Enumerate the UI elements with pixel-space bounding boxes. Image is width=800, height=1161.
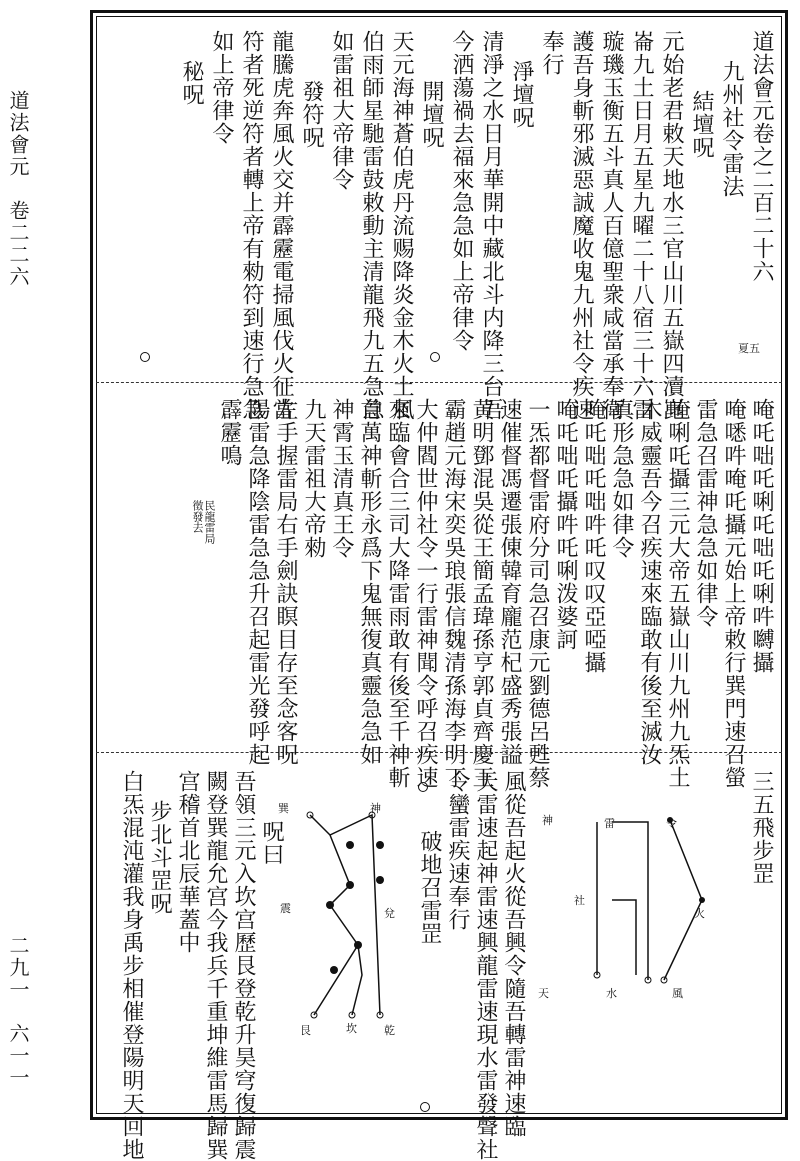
circle-marker [140,352,150,362]
section2-line-20: 霹靂鳴 [217,398,242,467]
note-lei: 民龍雷局 [203,500,216,544]
section2-line-9: 一炁都督雷府分司急召康元劉德呂甦蔡 [525,398,550,789]
diagram2-label-zhen: 震 [280,902,291,915]
section1-subtitle: 九州社令雷法 [719,60,744,198]
spell2-title: 淨壇呪 [509,60,534,129]
diagram2-label-dui: 兌 [384,907,395,920]
section2-line-7: 唵吒咄吒咄吽吒叹叹亞啞攝 [581,398,606,674]
spell3-line-2: 伯雨師星馳雷鼓敕動主清龍飛九五急急 [359,30,384,421]
section3-line-1: 風從吾起火從吾興令隨吾轉雷神速臨 [501,770,526,1138]
page-number-margin: 二九一 六一一 [6,935,30,1089]
section2-line-11: 黄明鄧混吳從王簡孟瑋孫亨郭貞齊慶王 [469,398,494,789]
section2-line-5: 木威靈吾今召疾速來臨敢有後至滅汝 [637,398,662,766]
diagram2-label-shen: 神 [370,802,381,815]
diagram1-label-huo: 火 [694,907,705,920]
section3-line-7: 闕登巽龍允宫今我兵千重坤維雷馬歸巽 [203,770,228,1161]
section2-line-4: 唵唎吒攝三元大帝五嶽山川九州九炁土 [665,398,690,789]
section2-line-8: 唵吒咄吒攝吽吒唎泼婆訶 [553,398,578,651]
section3-line-5: 呪曰 [259,820,284,866]
section2-line-16: 神霄玉清真王令 [329,398,354,559]
section2-line-15: 首萬神斬形永爲下鬼無復真靈急急如 [357,398,382,766]
spell1-title: 結壇呪 [689,90,714,159]
section3-line-8: 宫稽首北辰華蓋中 [175,770,200,954]
section2-line-13: 大仲閻世仲社令一行雷神聞令呼召疾速 [413,398,438,789]
diagram1-label-tian: 天 [538,987,549,1000]
spell1-line-5: 奉行 [539,30,564,76]
spell1-line-4: 護吾身斬邪滅惡誠魔收鬼九州社令疾速 [569,30,594,421]
section3-line-6: 吾領三元入坎宫歷艮登乾升昊穹復歸震 [231,770,256,1161]
diagram1-label-she: 社 [574,894,585,907]
circle-marker [420,1102,430,1112]
section3-line-9: 步北斗罡呪 [147,800,172,915]
spell1-line-1: 元始老君敕天地水三官山川五嶽四瀆崑 [659,30,684,421]
note-xiawu: 夏五 [738,342,760,355]
spell4-line-2: 符者死逆符者轉上帝有勑符到速行急急 [239,30,264,421]
section3-line-2: 天雷速起神雷速興龍雷速現水雷發聲社 [473,770,498,1161]
secret-spell-label: 秘呪 [179,60,204,106]
section3-line-4: 破地召雷罡 [417,830,442,945]
section1-title: 道法會元卷之二百二十六 [749,30,774,283]
spell3-line-1: 天元海神蒼伯虎丹流赐降炎金木火土風 [389,30,414,421]
section2-line-14: 來臨會合三司大降雷雨敢有後至千神斬 [385,398,410,789]
spell1-line-2: 崙九土日月五星九曜二十八宿三十六雷 [629,30,654,421]
section3-line-10: 白炁混沌灌我身禹步相催登陽明天回地 [119,770,144,1161]
circle-marker [418,782,428,792]
diagram1-label-shen: 神 [542,814,553,827]
diagram2-label-kan: 坎 [346,1022,357,1035]
spell4-line-1: 龍騰虎奔風火交并霹靂電掃風伐火征當 [269,30,294,421]
spell3-line-3: 如雷祖大帝律令 [329,30,354,191]
section2-line-6: 真形急急如律令 [609,398,634,559]
diagram2-label-gen: 艮 [300,1024,311,1037]
section3-title: 三五飛步罡 [749,770,774,885]
section2-line-19: 陽雷急降陰雷急急升召起雷光發呼起 [245,398,270,766]
spell2-line-1: 清淨之水日月華開中藏北斗内降三台吾 [479,30,504,421]
spell1-line-3: 璇璣玉衡五斗真人百億聖衆咸當承奉衛 [599,30,624,421]
diagram1-label-shui: 水 [606,987,617,1000]
section2-line-10: 速催督馮遷張倲韓育龐范杞盛秀張謚 [497,398,522,766]
diagram2-label-qian: 乾 [384,1024,395,1037]
note-dian: 徵發去 [191,500,204,533]
section2-line-18: 左手握雷局右手劍訣瞑目存至念客呪 [273,398,298,766]
diagram1-label-feng: 風 [672,987,683,1000]
diagram1-label-lei: 雷 [604,817,615,830]
spell3-title: 開壇呪 [419,80,444,149]
section2-line-3: 雷急召雷神急急如律令 [693,398,718,628]
diagram1-label-ling: 令 [666,817,677,830]
section2-line-17: 九天雷祖大帝勑 [301,398,326,559]
book-title-margin: 道法會元 卷二二六 [6,90,30,288]
diagram2-label-xun: 巽 [278,802,289,815]
section2-line-2: 唵㗭吽唵吒攝元始上帝敕行巽門速召螢 [721,398,746,789]
section3-line-3: 令蠻雷疾速奉行 [445,770,470,931]
section2-line-1: 唵吒咄吒唎吒咄吒唎吽嚩攝 [749,398,774,674]
spell4-title: 發符呪 [299,80,324,149]
spell4-line-3: 如上帝律令 [209,30,234,145]
circle-marker [430,352,440,362]
spell2-line-2: 今洒蕩禍去福來急急如上帝律令 [449,30,474,352]
section2-line-12: 霸趙元海宋奕吳琅張信魏清孫海李明丁 [441,398,466,789]
